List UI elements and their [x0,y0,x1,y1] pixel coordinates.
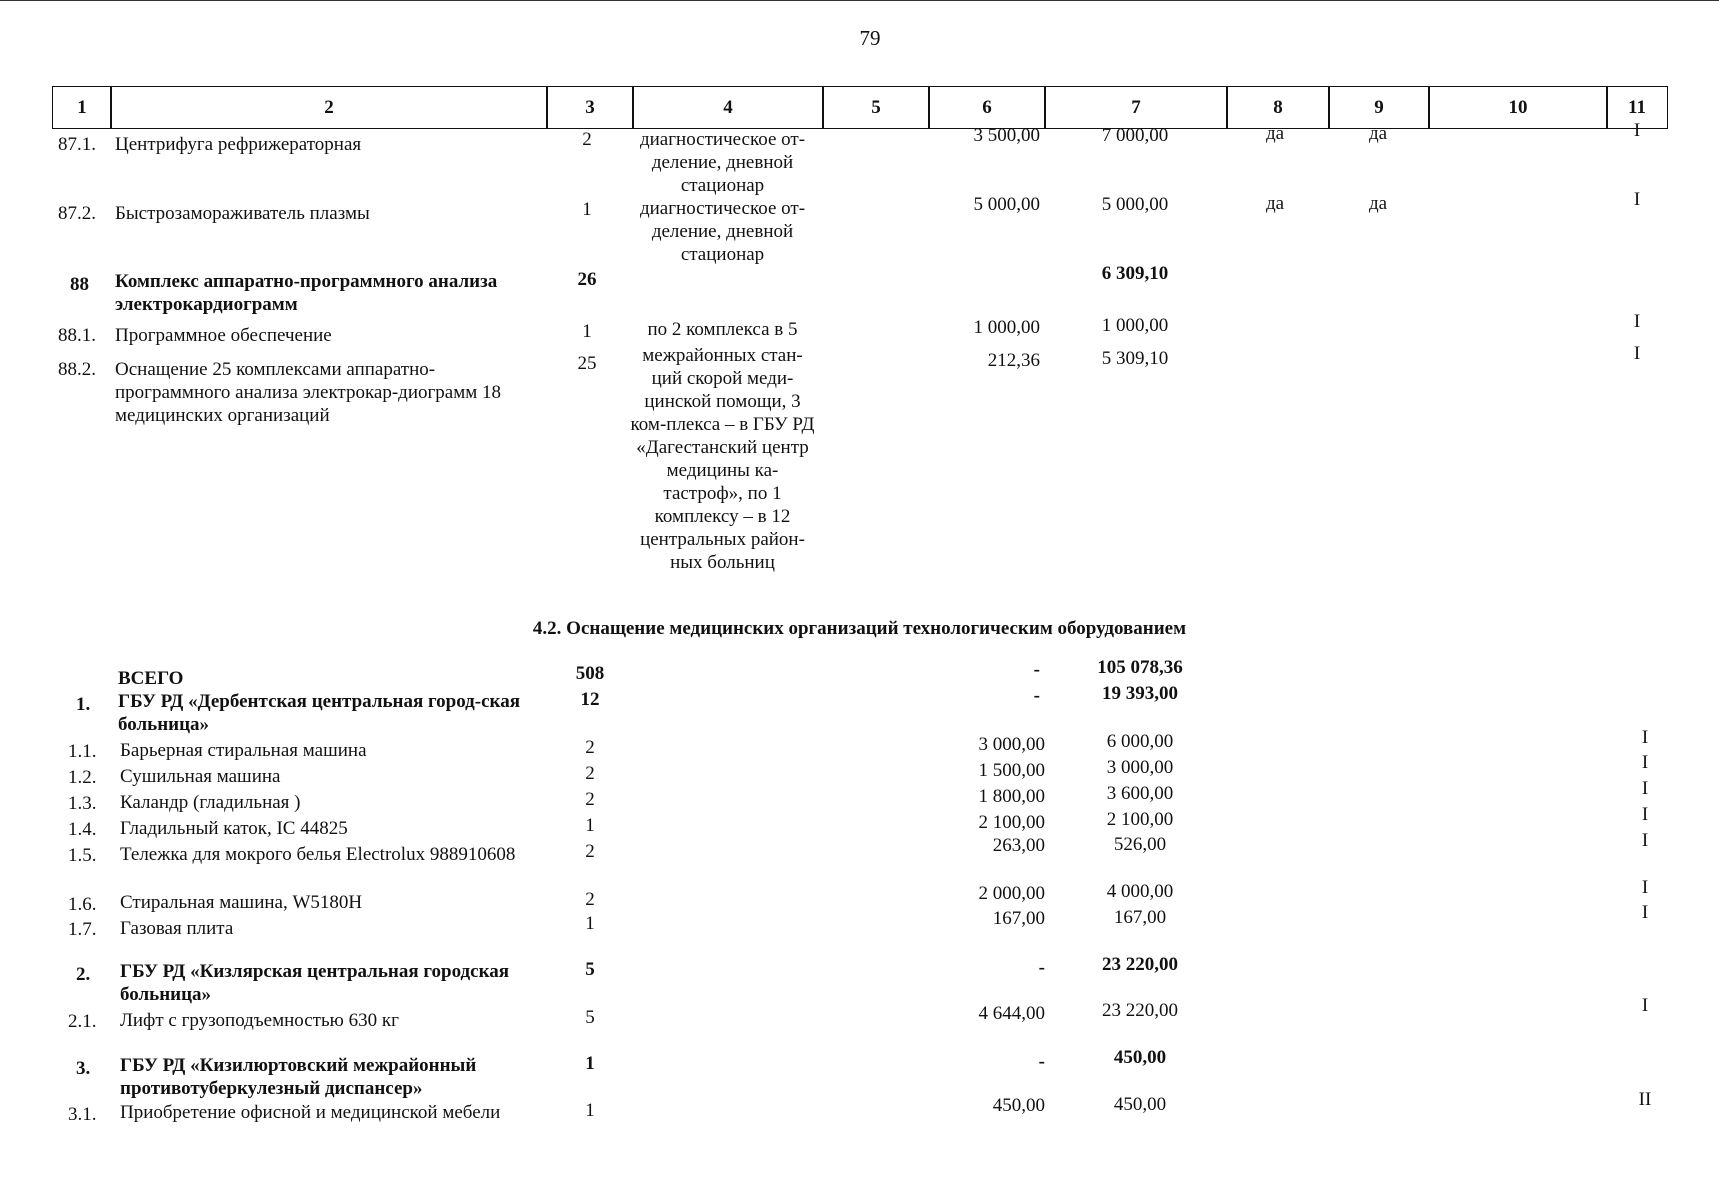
item-qty: 2 [585,737,595,758]
row-number: 2.1. [68,1011,97,1032]
item-total: 526,00 [1113,834,1167,855]
header-col-11: 11 [1606,86,1668,129]
row-number: 88.2. [58,359,96,380]
header-col-7: 7 [1044,86,1228,129]
header-col-8: 8 [1226,86,1330,129]
item-qty: 1 [585,1100,595,1121]
item-price: 2 000,00 [978,883,1045,904]
item-total: 5 000,00 [1101,194,1169,215]
col11-value: I [1641,804,1649,825]
row-number: 1.4. [68,819,97,840]
row-number: 88 [70,274,89,295]
header-col-6: 6 [928,86,1046,129]
item-qty: 25 [577,353,597,374]
row-number: 1.7. [68,919,97,940]
col9-value: да [1368,193,1388,214]
item-qty: 5 [585,1007,595,1028]
org-price: - [1038,1051,1045,1072]
org-name: ГБУ РД «Кизлярская центральная городская больница» [120,961,510,1005]
item-total: 6 000,00 [1106,731,1174,752]
item-price: 3 500,00 [973,125,1040,146]
item-price: 1 500,00 [978,760,1045,781]
org-name: ГБУ РД «Кизилюртовский межрайонный противотуберкулезный диспансер» [120,1055,477,1099]
item-qty: 1 [582,199,592,220]
item-price: 1 800,00 [978,786,1045,807]
org-price: - [1038,957,1045,978]
col11-value: II [1638,1089,1652,1110]
item-location: по 2 комплекса в 5 [647,319,798,340]
section-title: 4.2. Оснащение медицинских организаций технологическим оборудованием [532,618,1187,639]
item-price: 212,36 [987,350,1040,371]
item-total: 450,00 [1113,1094,1167,1115]
total-label: ВСЕГО [118,668,184,689]
item-total: 7 000,00 [1101,125,1169,146]
row-number: 87.1. [58,134,96,155]
item-name: Каландр (гладильная ) [120,792,301,813]
item-qty: 2 [585,789,595,810]
item-total: 2 100,00 [1106,809,1174,830]
item-price: 5 000,00 [973,194,1040,215]
row-number: 1.5. [68,845,97,866]
item-total: 5 309,10 [1101,348,1169,369]
header-col-1: 1 [52,86,112,129]
header-col-5: 5 [822,86,930,129]
header-col-2: 2 [110,86,548,129]
item-total: 23 220,00 [1102,1000,1178,1021]
item-total: 4 000,00 [1106,881,1174,902]
item-price: 2 100,00 [978,812,1045,833]
item-location: диагностическое от-деление, дневной стационар [639,198,806,265]
scan-edge [0,0,1719,1]
column-number-header [52,86,1668,129]
org-qty: 12 [580,689,600,710]
item-qty: 1 [582,321,592,342]
org-number: 3. [76,1058,91,1079]
col11-value: I [1633,189,1641,210]
item-total: 1 000,00 [1101,315,1169,336]
org-qty: 1 [585,1053,595,1074]
page-number: 79 [859,26,881,50]
row-number: 1.6. [68,894,97,915]
item-name: Быстрозамораживатель плазмы [115,203,370,224]
item-name: Оснащение 25 комплексами аппаратно-программного анализа электрокар-диограмм 18 медицинских организаций [115,359,502,426]
header-col-4: 4 [632,86,824,129]
org-total: 19 393,00 [1102,683,1178,704]
row-number: 87.2. [58,203,96,224]
item-price: 1 000,00 [973,317,1040,338]
total-price: - [1033,659,1040,680]
item-name: Гладильный каток, IC 44825 [120,818,348,839]
item-name: Центрифуга рефрижераторная [115,134,362,155]
item-total: 3 600,00 [1106,783,1174,804]
col11-value: I [1641,752,1649,773]
item-name: Комплекс аппаратно-программного анализа электрокардиограмм [115,271,498,315]
row-number: 1.1. [68,741,97,762]
org-number: 1. [76,694,91,715]
item-name: Тележка для мокрого белья Electrolux 988910608 [120,844,516,865]
col11-value: I [1633,120,1641,141]
item-name: Приобретение офисной и медицинской мебели [120,1102,501,1123]
item-location: межрайонных стан-ций скорой меди-цинской помощи, 3 ком-плекса – в ГБУ РД «Дагестанский центр медицины ка-тастроф», по 1 комплексу – в 12 центральных район-ных больниц [630,345,815,573]
col11-value: I [1641,778,1649,799]
item-qty: 2 [582,129,592,150]
org-name: ГБУ РД «Дербентская центральная город-ская больница» [118,691,520,735]
col11-value: I [1641,830,1649,851]
item-name: Программное обеспечение [115,325,332,346]
col9-value: да [1368,123,1388,144]
org-total: 23 220,00 [1102,954,1178,975]
item-total: 6 309,10 [1101,263,1169,284]
item-location: диагностическое от-деление, дневной стационар [639,129,806,196]
item-price: 263,00 [992,835,1045,856]
item-price: 167,00 [992,908,1045,929]
col11-value: I [1633,311,1641,332]
item-price: 3 000,00 [978,734,1045,755]
item-qty: 1 [585,815,595,836]
item-name: Стиральная машина, W5180H [120,892,363,913]
col8-value: да [1265,193,1285,214]
item-price: 4 644,00 [978,1003,1045,1024]
org-qty: 5 [585,959,595,980]
item-name: Барьерная стиральная машина [120,740,367,761]
col8-value: да [1265,123,1285,144]
header-col-10: 10 [1428,86,1608,129]
row-number: 1.2. [68,767,97,788]
item-qty: 1 [585,913,595,934]
item-price: 450,00 [992,1095,1045,1116]
col11-value: I [1641,877,1649,898]
col11-value: I [1641,902,1649,923]
row-number: 88.1. [58,325,96,346]
item-qty: 26 [577,269,597,290]
item-qty: 2 [585,763,595,784]
item-name: Газовая плита [120,918,234,939]
col11-value: I [1641,995,1649,1016]
item-name: Лифт с грузоподъемностью 630 кг [120,1010,399,1031]
item-total: 167,00 [1113,907,1167,928]
row-number: 1.3. [68,793,97,814]
col11-value: I [1633,343,1641,364]
item-qty: 2 [585,889,595,910]
row-number: 3.1. [68,1104,97,1125]
org-number: 2. [76,964,91,985]
header-col-9: 9 [1328,86,1430,129]
org-price: - [1033,685,1040,706]
total-amount: 105 078,36 [1097,657,1183,678]
org-total: 450,00 [1113,1047,1167,1068]
item-qty: 2 [585,841,595,862]
total-qty: 508 [575,663,605,684]
item-name: Сушильная машина [120,766,281,787]
item-total: 3 000,00 [1106,757,1174,778]
col11-value: I [1641,727,1649,748]
header-col-3: 3 [546,86,634,129]
